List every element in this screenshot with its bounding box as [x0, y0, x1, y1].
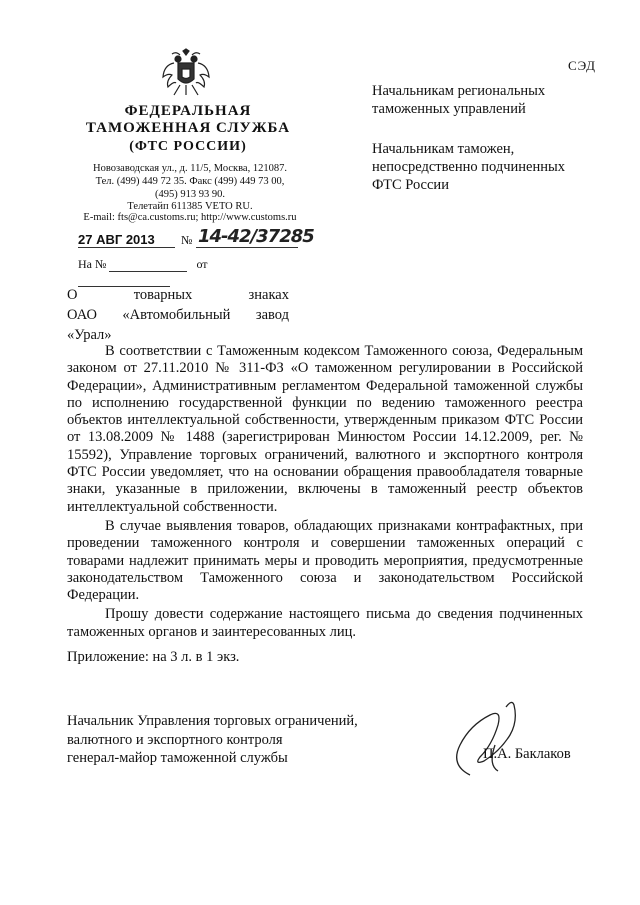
signatory-title-line: генерал-майор таможенной службы — [67, 750, 288, 766]
recipient-line: непосредственно подчиненных — [372, 159, 565, 175]
recipient-line: ФТС России — [372, 177, 449, 193]
signatory-title-line: Начальник Управления торговых ограничений, — [67, 713, 358, 729]
teletype-line: Телетайп 611385 VETO RU. — [127, 201, 253, 212]
address-line: Новозаводская ул., д. 11/5, Москва, 121087. — [93, 163, 287, 174]
org-name-line3: (ФТС РОССИИ) — [129, 139, 247, 154]
recipient-line: Начальникам региональных — [372, 83, 546, 99]
registration-number: 14-42/37285 — [198, 226, 314, 247]
body-paragraph: Прошу довести содержание настоящего письма до сведения подчиненных таможенных органов и заинтересованных лиц. — [67, 606, 583, 640]
number-sign: № — [181, 233, 193, 247]
body-paragraph: В случае выявления товаров, обладающих признаками контрафактных, при проведении таможенного контроля и совершении таможенных операций с товарами надлежит принимать меры и проводить мероприятия, предусмотренные законодательством Таможенного союза и законодательством Российской Федерации. — [67, 517, 583, 604]
recipient-block-2 — [372, 140, 565, 194]
handwritten-signature-icon — [440, 695, 530, 780]
attachment-note: Приложение: на 3 л. в 1 экз. — [67, 649, 240, 665]
reference-number-blank — [109, 259, 187, 272]
recipient-line: таможенных управлений — [372, 101, 526, 117]
org-name-line1: ФЕДЕРАЛЬНАЯ — [124, 103, 252, 119]
org-name-line2: ТАМОЖЕННАЯ СЛУЖБА — [85, 120, 291, 136]
email-line: E-mail: fts@ca.customs.ru; http://www.customs.ru — [83, 212, 297, 223]
phone-line: Тел. (499) 449 72 35. Факс (499) 449 73 00, — [95, 176, 285, 187]
phone-line: (495) 913 93 90. — [155, 189, 225, 200]
reference-prefix: На № — [78, 257, 107, 271]
coat-of-arms-icon — [160, 47, 212, 99]
reference-line — [78, 257, 298, 287]
body-paragraph: В соответствии с Таможенным кодексом Таможенного союза, Федеральным законом от 27.11.2010 № 311-ФЗ «О таможенном регулировании в Российской Федерации», Административным регламентом Федеральной таможенной службы по исполнению государственной функции по ведению таможенного реестра объектов интеллектуальной собственности, утвержденным приказом ФТС России от 13.08.2009 № 1488 (зарегистрирован Минюстом России 14.12.2009, рег. № 15592), Управление торговых ограничений, валютного и экспортного контроля ФТС России уведомляет, что на основании обращения правообладателя товарные знаки, указанные в приложении, включены в таможенный реестр объектов интеллектуальной собственности. — [67, 343, 583, 515]
recipient-line: Начальникам таможен, — [372, 141, 515, 157]
recipient-block-1 — [372, 82, 545, 118]
subject-line: ОАО «Автомобильный завод «Урал» — [67, 307, 289, 343]
reference-from: от — [196, 257, 208, 271]
subject-line: О товарных знаках — [67, 287, 289, 303]
letter-body — [67, 343, 583, 643]
registration-underline — [196, 247, 298, 248]
sed-mark: СЭД — [568, 58, 597, 73]
subject — [67, 285, 289, 345]
signatory-title — [67, 712, 358, 768]
signatory-name: П.А. Баклаков — [483, 746, 571, 762]
date-stamp: 27 АВГ 2013 — [78, 232, 175, 248]
signatory-title-line: валютного и экспортного контроля — [67, 731, 283, 748]
